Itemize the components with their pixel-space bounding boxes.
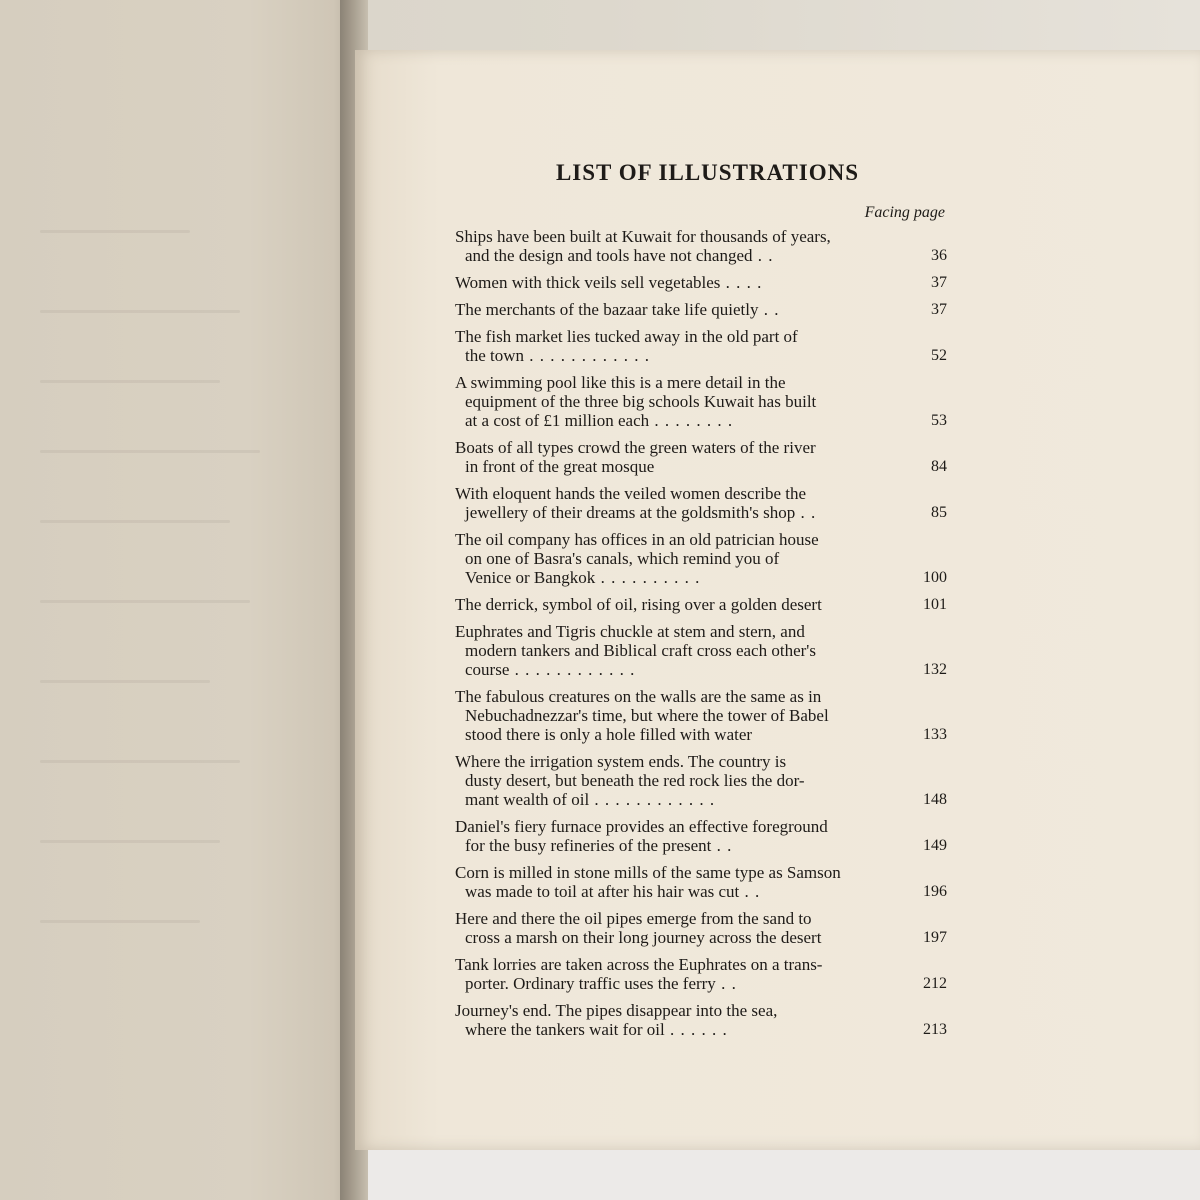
caption-line: mant wealth of oil . . . . . . . . . . . .	[465, 790, 716, 809]
page-title: LIST OF ILLUSTRATIONS	[555, 160, 860, 185]
caption-line: Daniel's fiery furnace provides an effective foreground	[455, 817, 828, 836]
caption-line: course . . . . . . . . . . . .	[465, 660, 636, 679]
entry-caption	[455, 1001, 905, 1039]
illustration-entry	[455, 438, 950, 476]
dot-leader: . . . . . . . . . . . .	[509, 660, 636, 679]
illustration-entry	[455, 687, 950, 744]
illustration-entry	[455, 622, 950, 679]
facing-page-number: 213	[923, 1021, 947, 1038]
caption-line: Ships have been built at Kuwait for thousands of years,	[455, 227, 831, 246]
illustration-entry	[455, 227, 950, 265]
caption-line: Euphrates and Tigris chuckle at stem and stern, and	[455, 622, 805, 641]
entry-caption	[455, 863, 905, 901]
caption-line: Where the irrigation system ends. The country is	[455, 752, 787, 771]
entry-caption	[455, 273, 905, 292]
show-through-line	[40, 520, 230, 523]
facing-page-number: 36	[931, 247, 947, 264]
facing-page-number: 133	[923, 726, 947, 743]
facing-page-label: Facing page	[864, 204, 945, 221]
entry-caption	[455, 817, 905, 855]
facing-page-number: 37	[931, 301, 947, 318]
caption-line: A swimming pool like this is a mere detail in the	[455, 373, 786, 392]
entry-caption	[455, 327, 905, 365]
show-through-line	[40, 920, 200, 923]
caption-line: was made to toil at after his hair was cut . .	[465, 882, 761, 901]
facing-page-number: 197	[923, 929, 947, 946]
facing-page-number: 132	[923, 661, 947, 678]
caption-line: at a cost of £1 million each . . . . . . . .	[465, 411, 734, 430]
dot-leader: . . . . . .	[664, 1020, 728, 1039]
caption-line: the town . . . . . . . . . . . .	[465, 346, 651, 365]
show-through-line	[40, 840, 220, 843]
illustration-entry	[455, 752, 950, 809]
illustration-entry	[455, 1001, 950, 1039]
facing-page-number: 53	[931, 412, 947, 429]
facing-page-number: 85	[931, 504, 947, 521]
dot-leader: . . . .	[720, 273, 763, 292]
caption-line: The oil company has offices in an old patrician house	[455, 530, 819, 549]
caption-line: The derrick, symbol of oil, rising over a golden desert	[455, 595, 822, 614]
show-through-line	[40, 760, 240, 763]
dot-leader: . . . . . . . . . . . .	[524, 346, 651, 365]
entry-caption	[455, 438, 905, 476]
caption-line: dusty desert, but beneath the red rock lies the dor-	[465, 771, 805, 790]
entry-caption	[455, 300, 905, 319]
caption-line: equipment of the three big schools Kuwait has built	[465, 392, 817, 411]
caption-line: porter. Ordinary traffic uses the ferry . .	[465, 974, 737, 993]
facing-page-number: 148	[923, 791, 947, 808]
caption-line: Tank lorries are taken across the Euphrates on a trans-	[455, 955, 823, 974]
caption-line: Here and there the oil pipes emerge from the sand to	[455, 909, 812, 928]
illustration-entry	[455, 484, 950, 522]
dot-leader: . . . . . . . . . . . .	[589, 790, 716, 809]
illustration-entry	[455, 530, 950, 587]
dot-leader: . . . . . . . . . .	[595, 568, 701, 587]
caption-line: Women with thick veils sell vegetables . . . .	[455, 273, 763, 292]
entry-caption	[455, 909, 905, 947]
entry-list	[455, 227, 950, 1039]
illustration-entry	[455, 595, 950, 614]
caption-line: The fabulous creatures on the walls are the same as in	[455, 687, 822, 706]
caption-line: Corn is milled in stone mills of the same type as Samson	[455, 863, 841, 882]
entry-caption	[455, 687, 905, 744]
caption-line: where the tankers wait for oil . . . . . .	[465, 1020, 728, 1039]
caption-line: Venice or Bangkok . . . . . . . . . .	[465, 568, 701, 587]
illustration-list	[455, 160, 950, 1047]
caption-line: Nebuchadnezzar's time, but where the tower of Babel	[465, 706, 829, 725]
illustration-entry	[455, 373, 950, 430]
illustration-entry	[455, 909, 950, 947]
facing-page-number: 84	[931, 458, 947, 475]
illustration-entry	[455, 863, 950, 901]
illustration-entry	[455, 273, 950, 292]
show-through-line	[40, 680, 210, 683]
entry-caption	[455, 595, 905, 614]
caption-line: jewellery of their dreams at the goldsmith's shop . .	[465, 503, 817, 522]
caption-line: stood there is only a hole filled with water	[465, 725, 753, 744]
illustration-entry	[455, 300, 950, 319]
entry-caption	[455, 752, 905, 809]
dot-leader: . .	[711, 836, 733, 855]
caption-line: Journey's end. The pipes disappear into the sea,	[455, 1001, 778, 1020]
entry-caption	[455, 484, 905, 522]
entry-caption	[455, 955, 905, 993]
caption-line: The fish market lies tucked away in the old part of	[455, 327, 798, 346]
facing-page-number: 212	[923, 975, 947, 992]
entry-caption	[455, 373, 905, 430]
dot-leader: . .	[758, 300, 780, 319]
facing-page-number: 101	[923, 596, 947, 613]
entry-caption	[455, 530, 905, 587]
illustration-entry	[455, 327, 950, 365]
caption-line: for the busy refineries of the present . .	[465, 836, 733, 855]
caption-line: Boats of all types crowd the green waters of the river	[455, 438, 816, 457]
dot-leader: . .	[752, 246, 774, 265]
entry-caption	[455, 227, 905, 265]
facing-page-number: 196	[923, 883, 947, 900]
dot-leader: . .	[739, 882, 761, 901]
caption-line: in front of the great mosque	[465, 457, 655, 476]
show-through-line	[40, 380, 220, 383]
caption-line: and the design and tools have not changed . .	[465, 246, 774, 265]
illustration-entry	[455, 817, 950, 855]
left-page	[0, 0, 355, 1200]
facing-page-number: 52	[931, 347, 947, 364]
illustration-entry	[455, 955, 950, 993]
entry-caption	[455, 622, 905, 679]
facing-page-number: 37	[931, 274, 947, 291]
caption-line: on one of Basra's canals, which remind you of	[465, 549, 780, 568]
dot-leader: . . . . . . . .	[649, 411, 734, 430]
caption-line: With eloquent hands the veiled women describe the	[455, 484, 807, 503]
facing-page-number: 100	[923, 569, 947, 586]
caption-line: cross a marsh on their long journey across the desert	[465, 928, 822, 947]
show-through-line	[40, 600, 250, 603]
caption-line: The merchants of the bazaar take life quietly . .	[455, 300, 780, 319]
show-through-line	[40, 310, 240, 313]
caption-line: modern tankers and Biblical craft cross each other's	[465, 641, 816, 660]
show-through-line	[40, 230, 190, 233]
dot-leader: . .	[715, 974, 737, 993]
dot-leader: . .	[795, 503, 817, 522]
show-through-line	[40, 450, 260, 453]
facing-page-number: 149	[923, 837, 947, 854]
